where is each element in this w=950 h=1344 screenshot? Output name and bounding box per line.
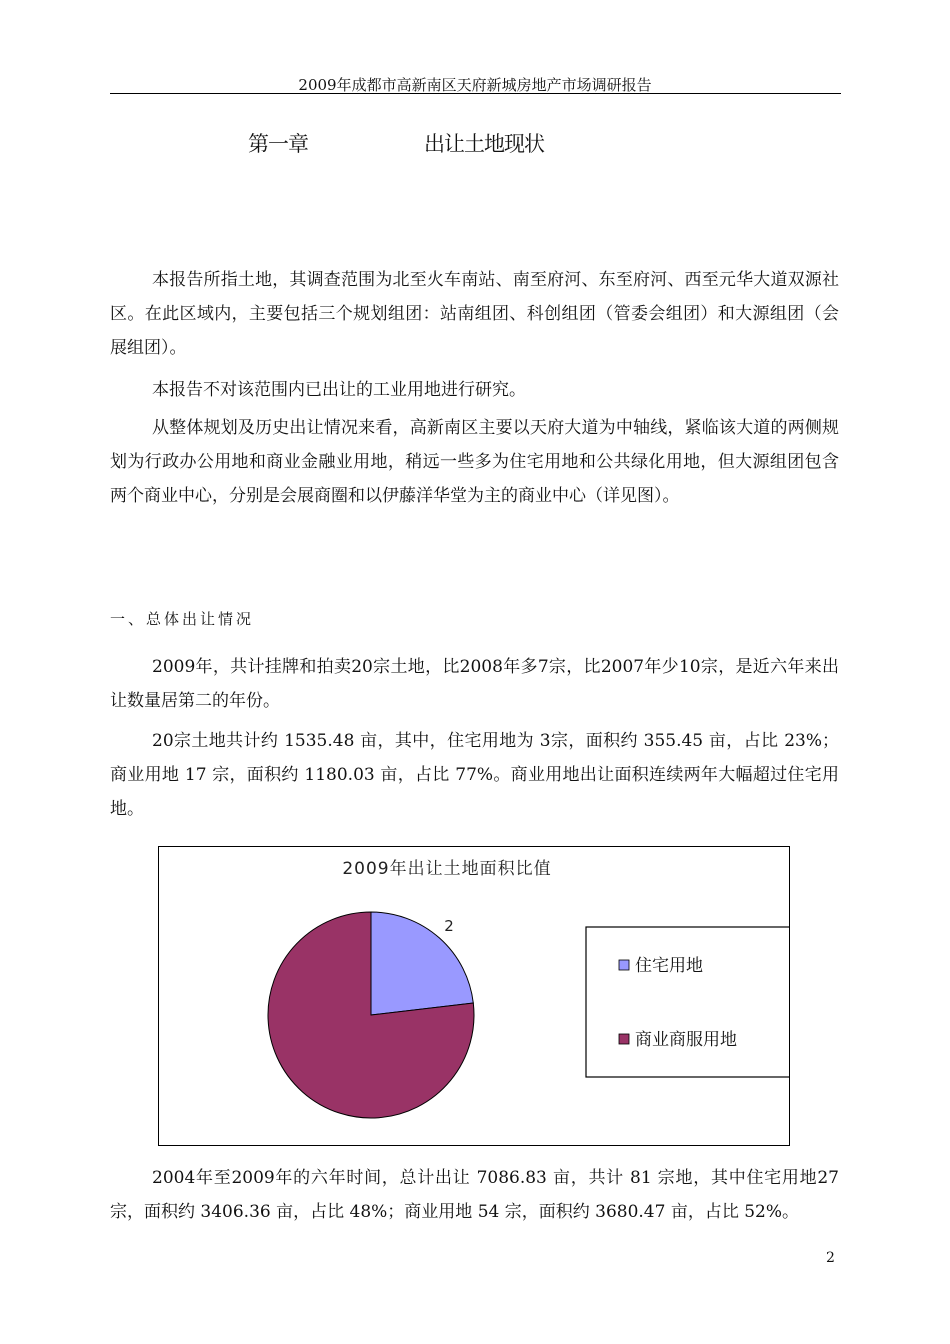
running-header: 2009年成都市高新南区天府新城房地产市场调研报告 xyxy=(298,76,652,94)
legend-box xyxy=(586,927,789,1077)
legend-label-commercial: 商业商服用地 xyxy=(635,1030,737,1050)
chapter-title: 出让土地现状 xyxy=(424,132,544,156)
chart-title: 2009年出让土地面积比值 xyxy=(342,859,552,879)
paragraph-2009-area: 20宗土地共计约 1535.48 亩，其中，住宅用地为 3宗，面积约 355.45 亩，占比 23%；商业用地 17 宗，面积约 1180.03 亩，占比 77%。商业用地出让面积连续两年大幅超过住宅用地。 xyxy=(110,731,839,819)
pie-slices xyxy=(268,912,474,1118)
land-area-pie-chart xyxy=(158,846,790,1146)
pie-data-label-residential: 2 xyxy=(444,917,454,935)
subheading-overview: 一、总体出让情况 xyxy=(110,610,255,628)
paragraph-exclusion: 本报告不对该范围内已出让的工业用地进行研究。 xyxy=(152,380,526,400)
legend-swatch-residential xyxy=(619,960,629,970)
paragraph-2009-count: 2009年，共计挂牌和拍卖20宗土地，比2008年多7宗，比2007年少10宗，是近六年来出让数量居第二的年份。 xyxy=(110,657,839,711)
page-number: 2 xyxy=(826,1250,835,1266)
chart-legend xyxy=(586,927,789,1077)
legend-label-residential: 住宅用地 xyxy=(635,956,703,976)
pie-slice-residential xyxy=(371,912,473,1015)
header-rule xyxy=(110,93,841,94)
paragraph-survey-scope: 本报告所指土地，其调查范围为北至火车南站、南至府河、东至府河、西至元华大道双源社区。在此区域内，主要包括三个规划组团：站南组团、科创组团（管委会组团）和大源组团（会展组团）。 xyxy=(110,270,839,358)
pie-chart-svg xyxy=(159,847,789,1145)
paragraph-planning: 从整体规划及历史出让情况来看，高新南区主要以天府大道为中轴线，紧临该大道的两侧规划为行政办公用地和商业金融业用地，稍远一些多为住宅用地和公共绿化用地，但大源组团包含两个商业中心，分别是会展商圈和以伊藤洋华堂为主的商业中心（详见图）。 xyxy=(110,418,839,506)
paragraph-six-year-summary: 2004年至2009年的六年时间，总计出让 7086.83 亩，共计 81 宗地，其中住宅用地27 宗，面积约 3406.36 亩，占比 48%；商业用地 54 宗，面积约 3680.47 亩，占比 52%。 xyxy=(110,1168,839,1222)
chapter-number: 第一章 xyxy=(248,132,308,156)
legend-swatch-commercial xyxy=(619,1034,629,1044)
